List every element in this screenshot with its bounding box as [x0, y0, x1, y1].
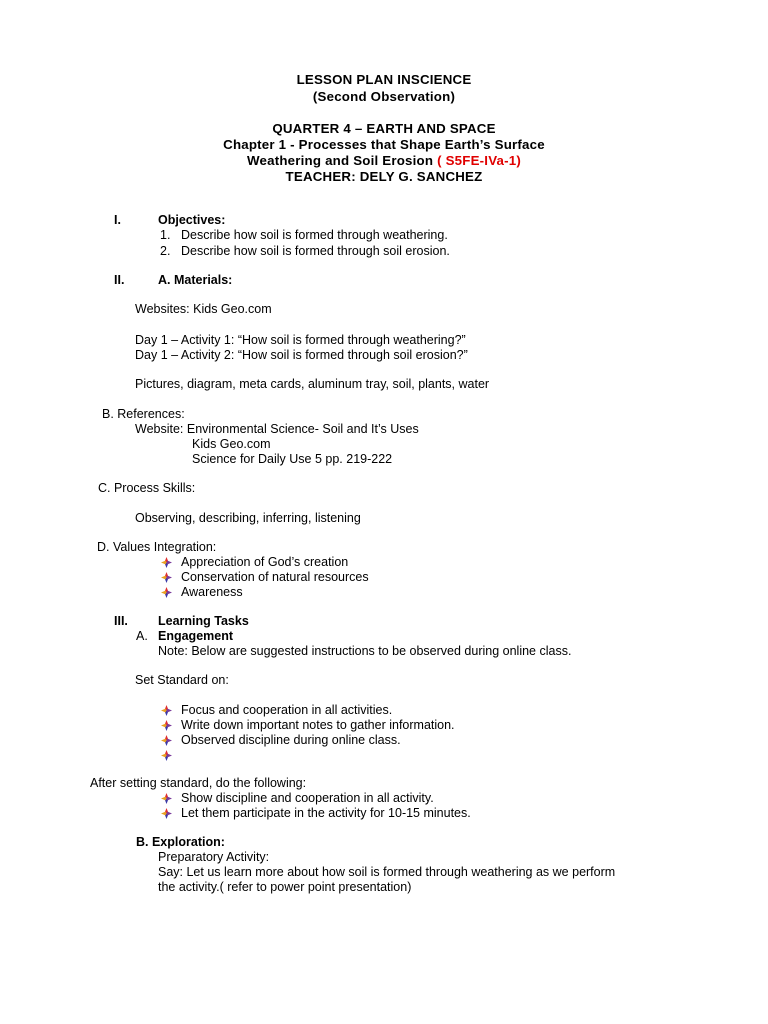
set-standard-label: Set Standard on: — [135, 673, 229, 687]
values-item-1: Appreciation of God’s creation — [181, 555, 349, 569]
section-numeral-3: III. — [114, 614, 128, 628]
values-item-3: Awareness — [181, 585, 243, 599]
engagement-heading: Engagement — [158, 629, 234, 643]
arrow-bullet-icon — [161, 808, 172, 819]
materials-supplies: Pictures, diagram, meta cards, aluminum tray, soil, plants, water — [135, 377, 490, 391]
after-standard-text: After setting standard, do the following: — [90, 776, 307, 790]
values-heading: D. Values Integration: — [97, 540, 217, 554]
say-line-2: the activity.( refer to power point presentation) — [158, 880, 412, 894]
engagement-note: Note: Below are suggested instructions to be observed during online class. — [158, 644, 572, 658]
competency-code: ( S5FE-IVa-1) — [437, 153, 521, 168]
standard-item-1: Focus and cooperation in all activities. — [181, 703, 393, 717]
standard-item-3: Observed discipline during online class. — [181, 733, 401, 747]
materials-websites: Websites: Kids Geo.com — [135, 302, 272, 316]
references-website: Website: Environmental Science- Soil and It’s Uses — [135, 422, 419, 436]
standard-item-2: Write down important notes to gather information. — [181, 718, 455, 732]
materials-heading: A. Materials: — [158, 273, 233, 287]
arrow-bullet-icon — [161, 705, 172, 716]
objective-num-2: 2. — [160, 244, 171, 258]
topic-heading — [0, 153, 768, 168]
page-subtitle: (Second Observation) — [312, 89, 456, 104]
teacher-heading: TEACHER: DELY G. SANCHEZ — [285, 169, 483, 184]
say-line-1: Say: Let us learn more about how soil is formed through weathering as we perform — [158, 865, 616, 879]
topic-text: Weathering and Soil Erosion — [247, 153, 434, 168]
preparatory-label: Preparatory Activity: — [158, 850, 270, 864]
objective-num-1: 1. — [160, 228, 171, 242]
values-item-2: Conservation of natural resources — [181, 570, 369, 584]
objective-item-1: Describe how soil is formed through weathering. — [181, 228, 448, 242]
arrow-bullet-icon — [161, 793, 172, 804]
engagement-letter: A. — [136, 629, 148, 643]
arrow-bullet-icon — [161, 557, 172, 568]
objective-item-2: Describe how soil is formed through soil erosion. — [181, 244, 450, 258]
references-line-3: Science for Daily Use 5 pp. 219-222 — [192, 452, 393, 466]
quarter-heading: QUARTER 4 – EARTH AND SPACE — [272, 121, 496, 136]
arrow-bullet-icon — [161, 750, 172, 761]
page-title: LESSON PLAN INSCIENCE — [296, 72, 472, 87]
process-skills-text: Observing, describing, inferring, listening — [135, 511, 361, 525]
arrow-bullet-icon — [161, 587, 172, 598]
arrow-bullet-icon — [161, 572, 172, 583]
exploration-heading: B. Exploration: — [136, 835, 225, 849]
follow-item-1: Show discipline and cooperation in all activity. — [181, 791, 434, 805]
chapter-heading: Chapter 1 - Processes that Shape Earth’s Surface — [223, 137, 545, 152]
section-numeral-2: II. — [114, 273, 125, 287]
objectives-heading: Objectives: — [158, 213, 226, 227]
section-numeral-1: I. — [114, 213, 121, 227]
materials-activity-2: Day 1 – Activity 2: “How soil is formed through soil erosion?” — [135, 348, 468, 362]
arrow-bullet-icon — [161, 720, 172, 731]
follow-item-2: Let them participate in the activity for 10-15 minutes. — [181, 806, 471, 820]
process-skills-heading: C. Process Skills: — [98, 481, 196, 495]
materials-activity-1: Day 1 – Activity 1: “How soil is formed through weathering?” — [135, 333, 466, 347]
arrow-bullet-icon — [161, 735, 172, 746]
references-line-2: Kids Geo.com — [192, 437, 271, 451]
references-heading: B. References: — [102, 407, 185, 421]
learning-tasks-heading: Learning Tasks — [158, 614, 249, 628]
